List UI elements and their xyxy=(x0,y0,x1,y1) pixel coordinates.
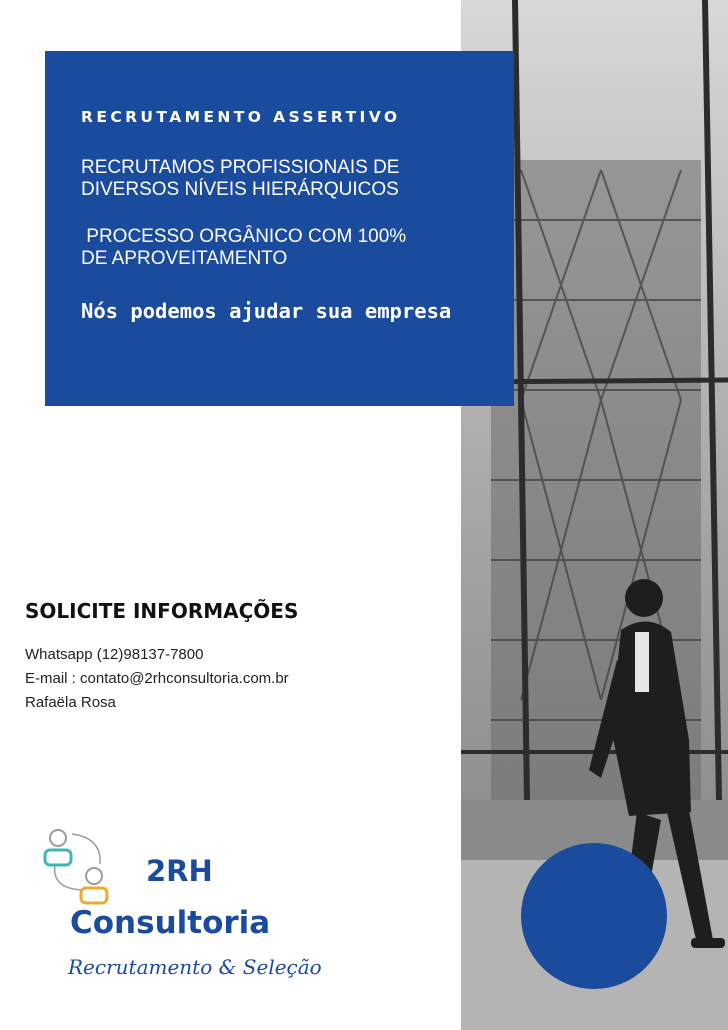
people-network-icon xyxy=(40,828,120,913)
logo-name-consultoria: Consultoria xyxy=(70,905,271,941)
logo-tagline: Recrutamento & Seleção xyxy=(68,955,322,979)
promo-heading: RECRUTAMENTO ASSERTIVO xyxy=(81,108,401,126)
contact-title: SOLICITE INFORMAÇÕES xyxy=(25,599,299,623)
logo-name-2rh: 2RH xyxy=(146,854,213,888)
promo-box xyxy=(45,51,514,406)
contact-email: E-mail : contato@2rhconsultoria.com.br xyxy=(25,670,289,687)
promo-line-process: PROCESSO ORGÂNICO COM 100% DE APROVEITAMENTO xyxy=(81,226,407,269)
contact-name: Rafaëla Rosa xyxy=(25,694,116,711)
promo-call-to-action: Nós podemos ajudar sua empresa xyxy=(81,299,452,323)
contact-whatsapp: Whatsapp (12)98137-7800 xyxy=(25,646,204,663)
decorative-blue-circle xyxy=(521,843,667,989)
promo-line-professionals: RECRUTAMOS PROFISSIONAIS DE DIVERSOS NÍVEIS HIERÁRQUICOS xyxy=(81,157,400,200)
